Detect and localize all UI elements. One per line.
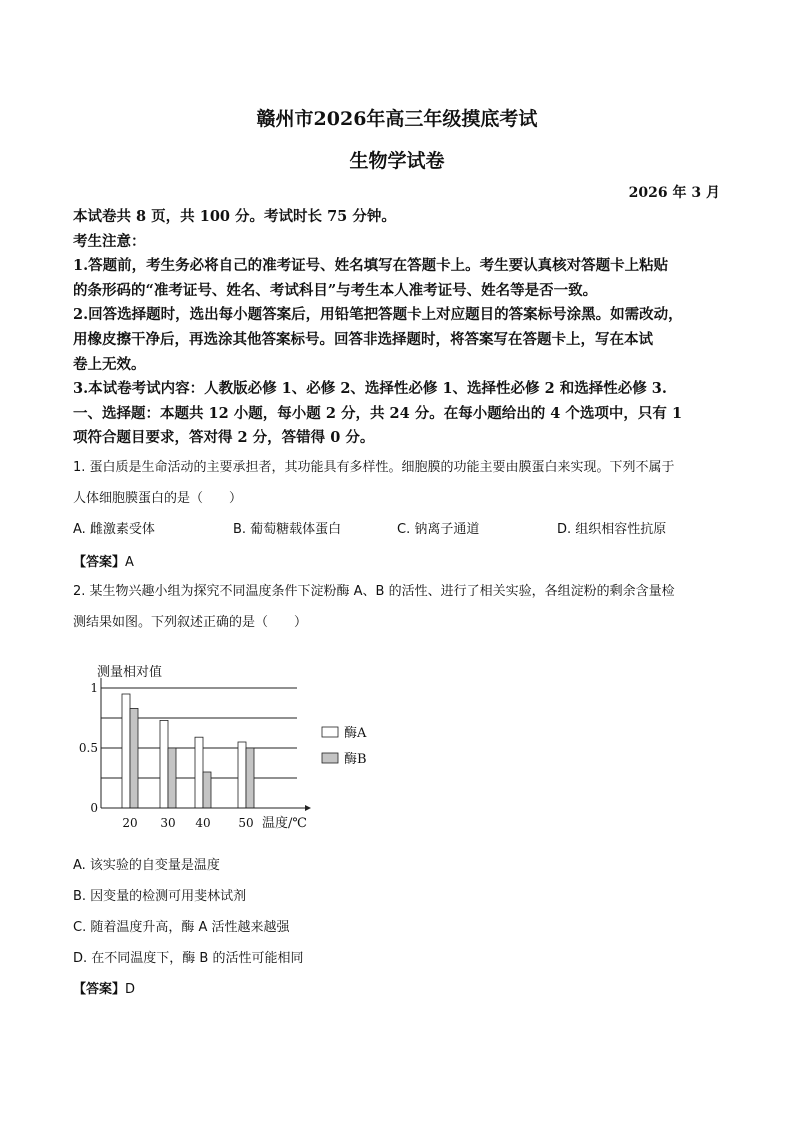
- instruction-line: 2.回答选择题时，选出每小题答案后，用铅笔把答题卡上对应题目的答案标号涂黑。如需改动，: [73, 306, 683, 324]
- y-axis-title: 测量相对值: [97, 665, 163, 680]
- x-tick-label: 30: [160, 816, 176, 830]
- x-tick-label: 50: [238, 816, 254, 830]
- enzyme-activity-chart: [60, 660, 400, 840]
- x-tick-label: 40: [195, 816, 211, 830]
- legend-swatch-enzyme-b: [322, 753, 338, 763]
- section-heading: 一、选择题：本题共 12 小题，每小题 2 分，共 24 分。在每小题给出的 4 个选项中，只有 1: [73, 404, 683, 422]
- y-tick-label: 0: [90, 801, 98, 815]
- exam-title: 赣州市2026年高三年级摸底考试: [256, 108, 538, 130]
- chart-bar-enzyme-b: [203, 772, 211, 808]
- question-2-option-a[interactable]: A. 该实验的自变量是温度: [73, 858, 220, 873]
- instruction-line: 3.本试卷考试内容：人教版必修 1、必修 2、选择性必修 1、选择性必修 2 和选择性必修 3.: [73, 380, 667, 398]
- legend-label-enzyme-a: 酶A: [344, 726, 367, 741]
- question-1-answer: [73, 551, 134, 570]
- question-1-option-a[interactable]: A. 雌激素受体: [73, 522, 155, 537]
- answer-label: 【答案】: [73, 982, 126, 997]
- chart-bar-enzyme-a: [160, 720, 168, 808]
- exam-subtitle: 生物学试卷: [349, 150, 445, 172]
- question-1-option-b[interactable]: B. 葡萄糖载体蛋白: [233, 522, 342, 537]
- x-axis-title: 温度/℃: [262, 816, 307, 831]
- chart-bar-enzyme-b: [246, 748, 254, 808]
- instruction-line: 卷上无效。: [73, 355, 146, 373]
- chart-bar-enzyme-b: [168, 748, 176, 808]
- question-2-option-d[interactable]: D. 在不同温度下，酶 B 的活性可能相同: [73, 951, 304, 966]
- chart-bar-enzyme-a: [195, 737, 203, 808]
- instruction-line: 考生注意：: [73, 232, 146, 250]
- chart-bar-enzyme-a: [122, 694, 130, 808]
- instruction-line: 1.答题前，考生务必将自己的准考证号、姓名填写在答题卡上。考生要认真核对答题卡上粘贴: [73, 257, 669, 275]
- question-1: [73, 456, 728, 511]
- question-1-options: [73, 518, 728, 542]
- instruction-line: 用橡皮擦干净后，再选涂其他答案标号。回答非选择题时，将答案写在答题卡上，写在本试: [73, 330, 653, 348]
- legend-label-enzyme-b: 酶B: [344, 752, 367, 767]
- y-tick-label: 0.5: [78, 741, 98, 755]
- instruction-line: 的条形码的“准考证号、姓名、考试科目”与考生本人准考证号、姓名等是否一致。: [73, 281, 598, 299]
- x-tick-label: 20: [122, 816, 138, 830]
- question-1-stem: 1. 蛋白质是生命活动的主要承担者，其功能具有多样性。细胞膜的功能主要由膜蛋白来实现。下列不属于: [73, 460, 675, 475]
- exam-instructions: [73, 205, 723, 451]
- question-2-stem: 2. 某生物兴趣小组为探究不同温度条件下淀粉酶 A、B 的活性、进行了相关实验，各组淀粉的剩余含量检: [73, 584, 675, 599]
- question-2-stem-cont: 测结果如图。下列叙述正确的是（ ）: [73, 615, 308, 630]
- legend-swatch-enzyme-a: [322, 727, 338, 737]
- instruction-line: 本试卷共 8 页，共 100 分。考试时长 75 分钟。: [73, 208, 396, 225]
- answer-label: 【答案】: [73, 555, 126, 570]
- question-2-option-c[interactable]: C. 随着温度升高，酶 A 活性越来越强: [73, 920, 290, 935]
- x-axis-arrow: [305, 805, 311, 811]
- question-2-answer: [73, 978, 135, 997]
- question-1-stem-cont: 人体细胞膜蛋白的是（ ）: [73, 491, 243, 506]
- y-tick-label: 1: [90, 681, 98, 695]
- question-2: [73, 580, 728, 635]
- exam-date: 2026 年 3 月: [628, 185, 720, 201]
- answer-value: D: [125, 982, 136, 997]
- chart-bar-enzyme-b: [130, 708, 138, 808]
- question-1-option-d[interactable]: D. 组织相容性抗原: [557, 522, 667, 537]
- section-heading: 项符合题目要求，答对得 2 分，答错得 0 分。: [73, 429, 375, 447]
- question-1-option-c[interactable]: C. 钠离子通道: [397, 522, 480, 537]
- chart-bar-enzyme-a: [238, 742, 246, 808]
- answer-value: A: [125, 555, 134, 570]
- question-2-option-b[interactable]: B. 因变量的检测可用斐林试剂: [73, 889, 247, 904]
